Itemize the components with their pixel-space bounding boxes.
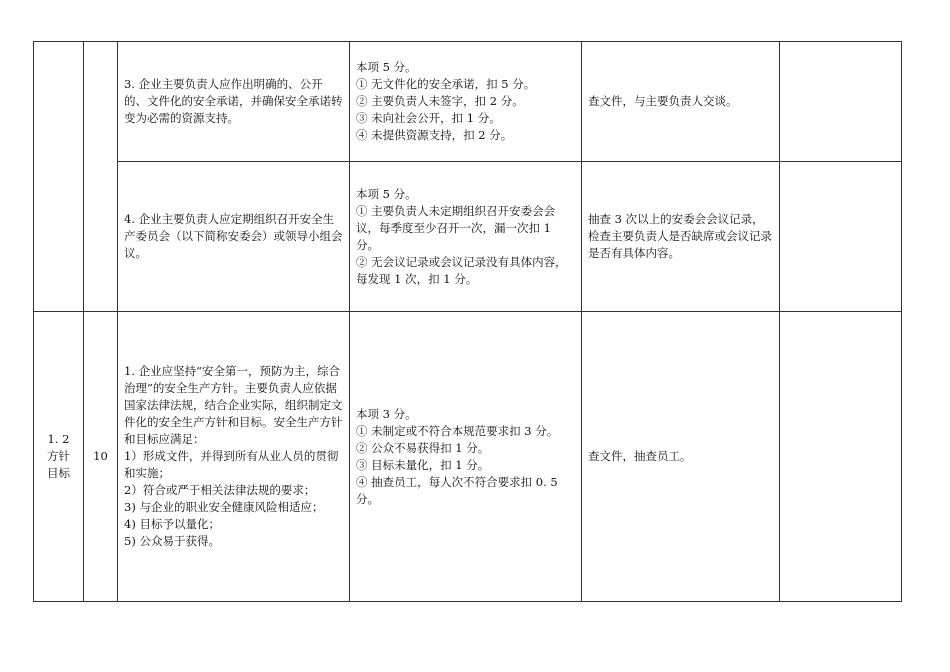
score-cell	[84, 312, 118, 602]
score-value: 10	[93, 449, 108, 463]
table-row	[34, 312, 902, 602]
method-text: 查文件，抽查员工。	[588, 449, 692, 463]
category-cell	[34, 312, 84, 602]
category-cell	[34, 42, 84, 312]
criteria-line: ② 主要负责人未签字，扣 2 分。	[356, 94, 524, 108]
requirement-text: 1. 企业应坚持“安全第一，预防为主，综合治理”的安全生产方针。主要负责人应依据国家法律法规，结合企业实际，组织制定文件化的安全生产方针和目标。安全生产方针和目标应满足：	[124, 364, 343, 446]
method-text: 抽查 3 次以上的安委会会议记录，检查主要负责人是否缺席或会议记录是否有具体内容。	[588, 212, 772, 260]
category-name: 目标	[47, 466, 70, 480]
table-row	[34, 42, 902, 162]
method-cell	[582, 312, 780, 602]
criteria-line: ③ 目标未量化，扣 1 分。	[356, 457, 490, 472]
criteria-line: ② 无会议记录或会议记录没有具体内容，每发现 1 次，扣 1 分。	[356, 254, 567, 286]
requirement-text: 4. 企业主要负责人应定期组织召开安全生产委员会（以下简称安委会）或领导小组会议。	[124, 212, 343, 260]
requirement-item: 2）符合或严于相关法律法规的要求；	[124, 483, 316, 497]
method-cell	[582, 162, 780, 312]
category-number: 1. 2	[47, 432, 70, 446]
result-cell	[780, 162, 902, 312]
requirement-cell	[118, 312, 350, 602]
criteria-line: ① 无文件化的安全承诺，扣 5 分。	[356, 77, 536, 91]
result-cell	[780, 312, 902, 602]
criteria-cell	[350, 42, 582, 162]
criteria-line: ④ 未提供资源支持，扣 2 分。	[356, 128, 513, 142]
requirement-text: 3. 企业主要负责人应作出明确的、公开的、文件化的安全承诺，并确保安全承诺转变为必需的资源支持。	[124, 77, 343, 125]
assessment-table	[33, 41, 902, 602]
criteria-line: 本项 5 分。	[356, 186, 417, 201]
criteria-line: 本项 5 分。	[356, 60, 417, 74]
criteria-line: ④ 抽查员工，每人次不符合要求扣 0. 5 分。	[356, 474, 558, 506]
criteria-cell	[350, 312, 582, 602]
criteria-line: ① 主要负责人未定期组织召开安委会会议，每季度至少召开一次，漏一次扣 1 分。	[356, 203, 556, 252]
criteria-line: 本项 3 分。	[356, 406, 417, 421]
result-cell	[780, 42, 902, 162]
criteria-line: ① 未制定或不符合本规范要求扣 3 分。	[356, 423, 559, 438]
requirement-cell	[118, 42, 350, 162]
score-cell	[84, 42, 118, 312]
criteria-cell	[350, 162, 582, 312]
requirement-item: 3) 与企业的职业安全健康风险相适应；	[124, 500, 324, 514]
requirement-item: 5) 公众易于获得。	[124, 534, 220, 548]
method-cell	[582, 42, 780, 162]
criteria-line: ② 公众不易获得扣 1 分。	[356, 440, 490, 455]
table-row	[34, 162, 902, 312]
requirement-item: 1）形成文件，并得到所有从业人员的贯彻和实施；	[124, 449, 339, 480]
requirement-item: 4) 目标予以量化；	[124, 517, 220, 531]
method-text: 查文件，与主要负责人交谈。	[588, 94, 738, 108]
requirement-cell	[118, 162, 350, 312]
category-name: 方针	[47, 449, 70, 463]
criteria-line: ③ 未向社会公开，扣 1 分。	[356, 111, 501, 125]
